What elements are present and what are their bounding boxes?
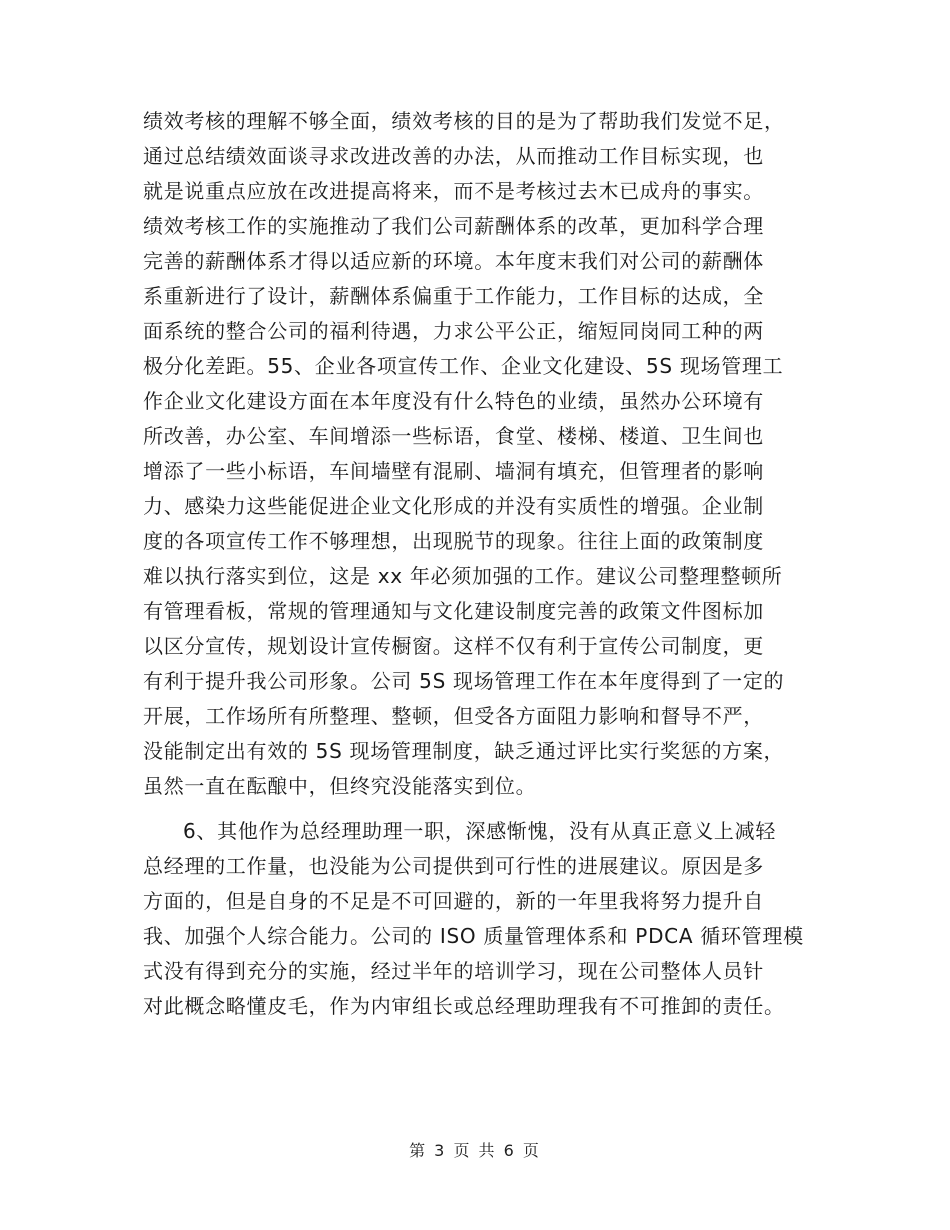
text-line: 极分化差距。55、企业各项宣传工作、企业文化建设、5S 现场管理工	[143, 354, 784, 378]
text-line: 完善的薪酬体系才得以适应新的环境。本年度末我们对公司的薪酬体	[143, 249, 764, 273]
text-line: 绩效考核工作的实施推动了我们公司薪酬体系的改革，更加科学合理	[143, 214, 764, 238]
paragraph-2	[143, 814, 811, 1024]
text-line: 通过总结绩效面谈寻求改进改善的办法，从而推动工作目标实现，也	[143, 144, 764, 168]
text-line: 虽然一直在酝酿中，但终究没能落实到位。	[143, 774, 537, 798]
text-line: 系重新进行了设计，薪酬体系偏重于工作能力，工作目标的达成，全	[143, 284, 764, 308]
paragraph-1	[143, 104, 811, 804]
text-line: 难以执行落实到位，这是 xx 年必须加强的工作。建议公司整理整顿所	[143, 564, 783, 588]
text-line: 开展，工作场所有所整理、整顿，但受各方面阻力影响和督导不严，	[143, 704, 764, 728]
text-line: 力、感染力这些能促进企业文化形成的并没有实质性的增强。企业制	[143, 494, 764, 518]
text-line: 式没有得到充分的实施，经过半年的培训学习，现在公司整体人员针	[143, 959, 764, 983]
text-line: 没能制定出有效的 5S 现场管理制度，缺乏通过评比实行奖惩的方案，	[143, 739, 785, 763]
text-line: 有利于提升我公司形象。公司 5S 现场管理工作在本年度得到了一定的	[143, 669, 785, 693]
text-line: 增添了一些小标语，车间墙壁有混刷、墙洞有填充，但管理者的影响	[143, 459, 764, 483]
text-line: 有管理看板，常规的管理通知与文化建设制度完善的政策文件图标加	[143, 599, 764, 623]
text-line: 6、其他作为总经理助理一职，深感惭愧，没有从真正意义上减轻	[183, 819, 777, 843]
text-line: 所改善，办公室、车间增添一些标语，食堂、楼梯、楼道、卫生间也	[143, 424, 764, 448]
text-line: 度的各项宣传工作不够理想，出现脱节的现象。往往上面的政策制度	[143, 529, 764, 553]
text-line: 作企业文化建设方面在本年度没有什么特色的业绩，虽然办公环境有	[143, 389, 764, 413]
body-text	[143, 104, 811, 1024]
text-line: 对此概念略懂皮毛，作为内审组长或总经理助理我有不可推卸的责任。	[143, 994, 785, 1018]
text-line: 就是说重点应放在改进提高将来，而不是考核过去木已成舟的事实。	[143, 179, 764, 203]
paragraph-gap	[143, 804, 811, 814]
text-line: 绩效考核的理解不够全面，绩效考核的目的是为了帮助我们发觉不足，	[143, 109, 785, 133]
text-line: 以区分宣传，规划设计宣传橱窗。这样不仅有利于宣传公司制度，更	[143, 634, 764, 658]
page-number-footer: 第 3 页 共 6 页	[409, 1141, 541, 1160]
text-line: 方面的，但是自身的不足是不可回避的，新的一年里我将努力提升自	[143, 889, 764, 913]
text-line: 总经理的工作量，也没能为公司提供到可行性的进展建议。原因是多	[143, 854, 764, 878]
text-line: 我、加强个人综合能力。公司的 ISO 质量管理体系和 PDCA 循环管理模	[143, 924, 804, 948]
text-line: 面系统的整合公司的福利待遇，力求公平公正，缩短同岗同工种的两	[143, 319, 764, 343]
